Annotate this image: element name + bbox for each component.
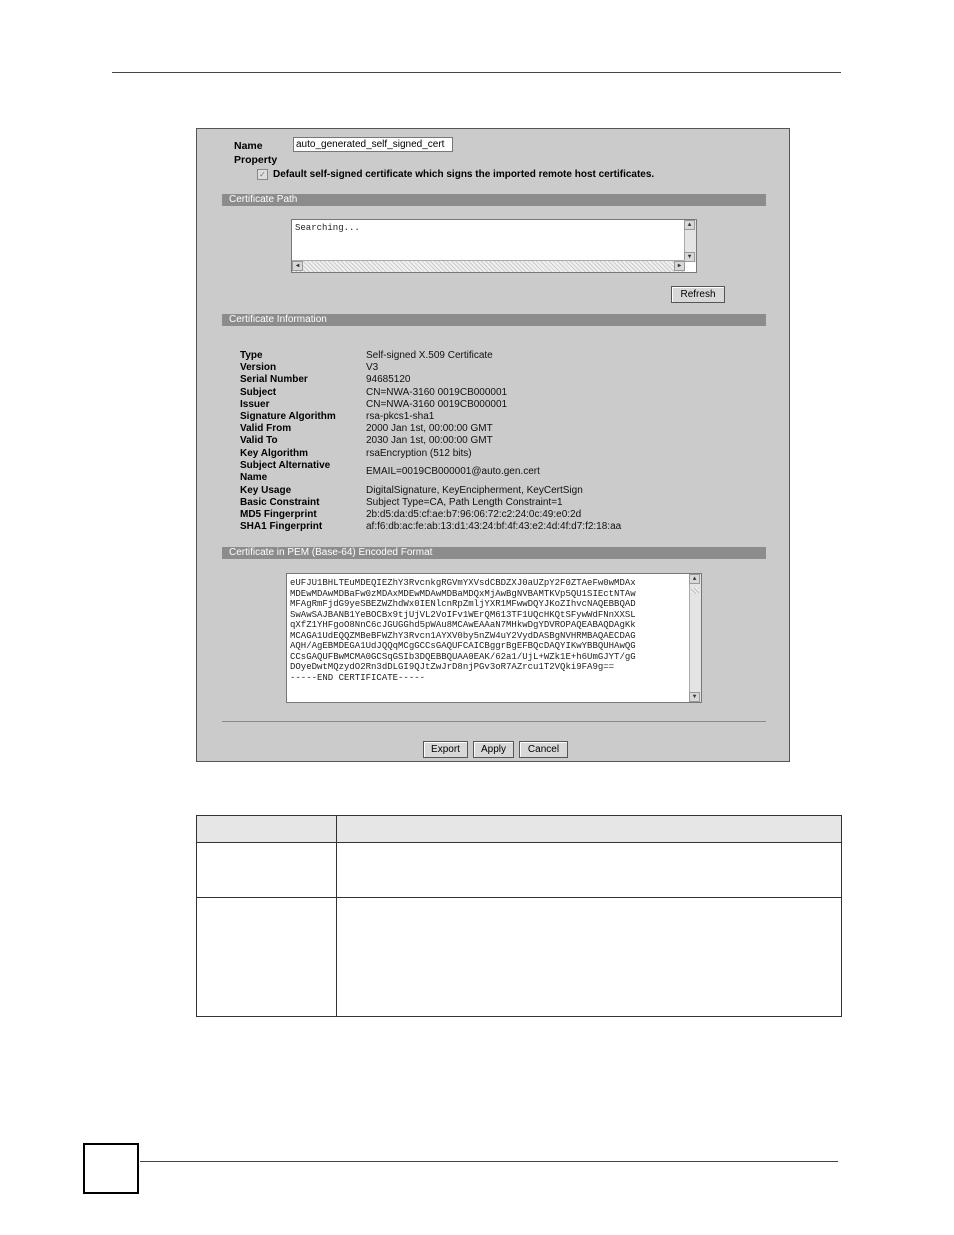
info-value-issuer: CN=NWA-3160 0019CB000001	[366, 399, 508, 410]
page-number-box	[83, 1143, 139, 1194]
table-header-description	[337, 816, 842, 843]
info-value-valid-from: 2000 Jan 1st, 00:00:00 GMT	[366, 423, 493, 434]
pem-line: MDEwMDAwMDBaFw0zMDAxMDEwMDAwMDBaMDQxMjAwBgNVBAMTKVp5QU1SIEctNTAw	[290, 588, 636, 599]
path-vertical-scrollbar[interactable]	[684, 220, 696, 262]
pem-textarea[interactable]	[286, 573, 702, 703]
pem-line: CCsGAQUFBwMCMA0GCSqGSIb3DQEBBQUAA0EAK/62a1/UjL+WZk1E+h6UmGJYT/gG	[290, 651, 636, 662]
info-value-sha1: af:f6:db:ac:fe:ab:13:d1:43:24:bf:4f:43:e2:4d:4f:d7:f2:18:aa	[366, 521, 622, 532]
scroll-track	[691, 588, 699, 594]
pem-line: eUFJU1BHLTEuMDEQIEZhY3RvcnkgRGVmYXVsdCBDZXJ0aUZpY2F0ZTAeFw0wMDAx	[290, 578, 636, 588]
default-checkbox-label: Default self-signed certificate which signs the imported remote host certificates.	[273, 169, 655, 180]
info-label-key-algorithm: Key Algorithm	[240, 448, 308, 459]
pem-line: qXfZ1YHFgoO8NnC6cJGUGGhd5pWAu8MCAwEAAaN7MHkwDgYDVROPAQEABAQDAgKk	[290, 620, 636, 630]
scroll-up-icon[interactable]: ▲	[684, 220, 695, 230]
table-cell	[337, 898, 842, 1017]
table-row	[197, 843, 842, 898]
info-label-basic-constraint: Basic Constraint	[240, 497, 320, 508]
table-cell	[337, 843, 842, 898]
info-label-subject-alt-name: Subject Alternative Name	[240, 460, 331, 483]
certificate-path-text: Searching...	[295, 223, 360, 233]
info-label-valid-to: Valid To	[240, 435, 278, 446]
pem-line: SwAwSAJBANB1YeBOCBx9tjUjVL2VoIFv1WErQM613TF1UQcHKQtSFywWdFNnXXSL	[290, 609, 636, 620]
certificate-path-textarea[interactable]	[291, 219, 697, 273]
info-value-type: Self-signed X.509 Certificate	[366, 350, 493, 361]
info-value-signature-algorithm: rsa-pkcs1-sha1	[366, 411, 435, 422]
info-label-serial: Serial Number	[240, 374, 308, 385]
info-value-valid-to: 2030 Jan 1st, 00:00:00 GMT	[366, 435, 493, 446]
pem-line: DOyeDwtMQzydO2Rn3dDLGI9QJtZwJrD8njPGv3oR7AZrcu1T2VQki9FA9g==	[290, 662, 615, 672]
info-label-sha1: SHA1 Fingerprint	[240, 521, 323, 532]
info-label-issuer: Issuer	[240, 399, 270, 410]
info-label-subject: Subject	[240, 387, 277, 398]
pem-line: MFAgRmFjdG9yeSBEZWZhdWx0IENlcnRpZmljYXR1MFwwDQYJKoZIhvcNAQEBBQAD	[290, 599, 636, 609]
scroll-up-icon[interactable]: ▲	[689, 574, 700, 584]
certificate-edit-panel	[196, 128, 790, 762]
certificate-information-header: Certificate Information	[222, 314, 766, 326]
export-button[interactable]: Export	[423, 741, 468, 758]
info-label-type: Type	[240, 350, 263, 361]
info-value-subject: CN=NWA-3160 0019CB000001	[366, 387, 508, 398]
cancel-button[interactable]: Cancel	[519, 741, 568, 758]
info-label-signature-algorithm: Signature Algorithm	[240, 411, 336, 422]
scroll-right-icon[interactable]: ▶	[674, 261, 685, 271]
table-header-label	[197, 816, 337, 843]
scroll-down-icon[interactable]: ▼	[689, 692, 700, 702]
pem-vertical-scrollbar[interactable]	[689, 574, 701, 702]
info-value-key-algorithm: rsaEncryption (512 bits)	[366, 448, 472, 459]
property-label: Property	[234, 154, 278, 166]
scroll-left-icon[interactable]: ◀	[292, 261, 303, 271]
footer-rule	[140, 1161, 838, 1162]
pem-content	[287, 574, 689, 683]
info-label-version: Version	[240, 362, 277, 373]
pem-line: AQH/AgEBMDEGA1UdJQQqMCgGCCsGAQUFCAICBggrBgEFBQcDAQYIKwYBBQUHAwQG	[290, 641, 636, 651]
table-header-row	[197, 816, 842, 843]
name-input[interactable]: auto_generated_self_signed_cert	[293, 137, 453, 152]
name-label: Name	[234, 140, 263, 152]
info-value-md5: 2b:d5:da:d5:cf:ae:b7:96:06:72:c2:24:0c:49:e0:2d	[366, 509, 582, 520]
apply-button[interactable]: Apply	[473, 741, 514, 758]
info-value-subject-alt-name: EMAIL=0019CB000001@auto.gen.cert	[366, 466, 540, 477]
table-cell	[197, 898, 337, 1017]
table-row	[197, 898, 842, 1017]
info-value-serial: 94685120	[366, 374, 411, 385]
info-label-valid-from: Valid From	[240, 423, 292, 434]
info-label-md5: MD5 Fingerprint	[240, 509, 317, 520]
info-label-key-usage: Key Usage	[240, 485, 292, 496]
path-horizontal-scrollbar[interactable]	[292, 260, 685, 272]
pem-line: MCAGA1UdEQQZMBeBFWZhY3Rvcn1AYXV0by5nZW4uY2VydDASBgNVHRMBAQAECDAG	[290, 630, 636, 641]
info-value-key-usage: DigitalSignature, KeyEncipherment, KeyCertSign	[366, 485, 583, 496]
info-value-basic-constraint: Subject Type=CA, Path Length Constraint=1	[366, 497, 563, 508]
header-rule	[112, 72, 841, 73]
description-table	[196, 815, 842, 1017]
footer-divider	[222, 721, 766, 722]
pem-line: -----END CERTIFICATE-----	[290, 672, 426, 683]
table-cell	[197, 843, 337, 898]
pem-header: Certificate in PEM (Base-64) Encoded Format	[222, 547, 766, 559]
default-checkbox[interactable]: ✓	[257, 169, 268, 180]
certificate-path-header: Certificate Path	[222, 194, 766, 206]
info-value-version: V3	[366, 362, 379, 373]
scroll-down-icon[interactable]: ▼	[684, 252, 695, 262]
refresh-button[interactable]: Refresh	[671, 286, 725, 303]
